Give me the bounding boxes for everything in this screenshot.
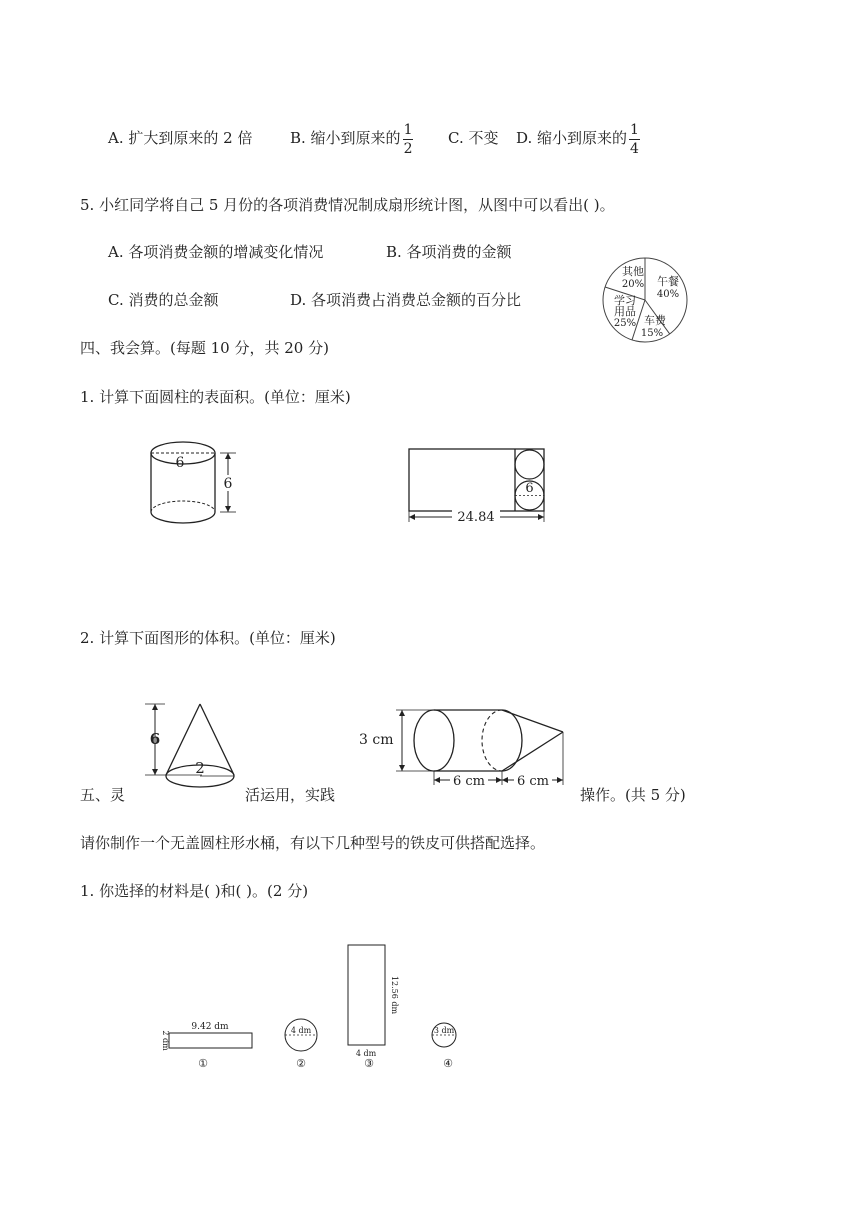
composite-len2-label: 6 cm bbox=[516, 774, 550, 789]
pie-label-study-2: 用品 bbox=[614, 305, 636, 318]
section5-title-part2: 活运用，实践 bbox=[245, 786, 336, 804]
fraction-numerator: 1 bbox=[403, 121, 413, 138]
section4-title: 四、我会算。(每题 10 分，共 20 分) bbox=[80, 339, 329, 357]
arrow-head-left bbox=[502, 777, 508, 783]
material-1-rect bbox=[169, 1033, 252, 1048]
fraction-denominator: 4 bbox=[630, 140, 639, 157]
material-3-width: 4 dm bbox=[355, 1049, 377, 1058]
q5-option-c: C. 消费的总金额 bbox=[108, 291, 219, 309]
cone-figure bbox=[140, 695, 250, 795]
material-2-diameter: 4 dm bbox=[290, 1026, 312, 1035]
arrow-head-right bbox=[538, 514, 544, 520]
material-2-label: ② bbox=[296, 1057, 306, 1070]
q5-option-b: B. 各项消费的金额 bbox=[386, 243, 512, 261]
q4-option-c: C. 不变 bbox=[448, 129, 499, 147]
q4-option-d-fraction bbox=[629, 121, 640, 158]
q4-option-d bbox=[516, 118, 642, 158]
cylinder-bottom-back bbox=[151, 501, 215, 512]
pie-label-lunch: 午餐 bbox=[657, 275, 679, 288]
section5-title-part3: 操作。(共 5 分) bbox=[580, 786, 686, 804]
net-diameter-label: 6 bbox=[525, 481, 534, 496]
q5-stem: 5. 小红同学将自己 5 月份的各项消费情况制成扇形统计图，从图中可以看出( )。 bbox=[80, 196, 615, 214]
section5-intro: 请你制作一个无盖圆柱形水桶，有以下几种型号的铁皮可供搭配选择。 bbox=[80, 834, 546, 852]
material-3-rect bbox=[348, 945, 385, 1045]
q5-option-d: D. 各项消费占消费总金额的百分比 bbox=[290, 291, 522, 309]
composite-left-ellipse bbox=[414, 710, 454, 771]
q4-option-b-fraction bbox=[403, 121, 414, 158]
cone-height-label: 6 bbox=[149, 730, 161, 748]
cylinder-figure bbox=[140, 435, 250, 530]
net-length-label: 24.84 bbox=[457, 510, 495, 525]
material-3-height: 12.56 dm bbox=[390, 975, 399, 1015]
q5-option-a: A. 各项消费金额的增减变化情况 bbox=[108, 243, 324, 261]
material-1-width: 9.42 dm bbox=[191, 1022, 229, 1032]
cylinder-height-label: 6 bbox=[223, 476, 233, 492]
arrow-head-up bbox=[225, 453, 231, 459]
pie-value-lunch: 40% bbox=[656, 289, 680, 300]
material-3-label: ③ bbox=[364, 1057, 374, 1070]
material-1-height: 2 dm bbox=[161, 1030, 170, 1051]
arrow-head-up bbox=[152, 704, 158, 710]
material-4-label: ④ bbox=[443, 1057, 453, 1070]
arrow-head-right bbox=[496, 777, 502, 783]
pie-value-fare: 15% bbox=[640, 328, 664, 339]
materials-figure bbox=[150, 940, 480, 1075]
pie-label-study-1: 学习 bbox=[614, 294, 636, 307]
composite-diameter-label: 3 cm bbox=[359, 732, 394, 748]
cylinder-diameter-label: 6 bbox=[175, 455, 185, 471]
arrow-head-up bbox=[399, 710, 405, 716]
composite-len1-label: 6 cm bbox=[452, 774, 486, 789]
composite-cone-bottom bbox=[502, 732, 563, 771]
fraction-denominator: 2 bbox=[403, 140, 413, 157]
fraction-numerator: 1 bbox=[630, 121, 639, 138]
q4-option-d-text: D. 缩小到原来的 bbox=[516, 129, 628, 147]
composite-cone-top bbox=[502, 710, 563, 732]
arrow-head-down bbox=[225, 506, 231, 512]
section5-q1: 1. 你选择的材料是( )和( )。(2 分) bbox=[80, 882, 309, 900]
cone-radius-label: 2 bbox=[195, 759, 205, 777]
arrow-head-left bbox=[409, 514, 415, 520]
material-1-label: ① bbox=[198, 1057, 208, 1070]
section5-title-part1: 五、灵 bbox=[80, 786, 126, 804]
arrow-head-left bbox=[434, 777, 440, 783]
pie-value-study: 25% bbox=[613, 318, 637, 329]
cylinder-bottom-front bbox=[151, 512, 215, 523]
pie-label-fare: 车费 bbox=[644, 314, 666, 327]
net-rectangle bbox=[409, 449, 544, 511]
arrow-head-right bbox=[557, 777, 563, 783]
pie-value-other: 20% bbox=[621, 279, 645, 290]
section4-q1: 1. 计算下面圆柱的表面积。(单位：厘米) bbox=[80, 388, 351, 406]
net-circle-top bbox=[515, 450, 544, 479]
q4-option-b-text: B. 缩小到原来的 bbox=[290, 129, 401, 147]
arrow-head-down bbox=[152, 769, 158, 775]
q4-option-b bbox=[290, 118, 415, 158]
arrow-head-down bbox=[399, 765, 405, 771]
composite-figure bbox=[355, 700, 580, 792]
material-4-diameter: 3 dm bbox=[433, 1026, 455, 1035]
cone-right-edge bbox=[200, 704, 234, 775]
pie-label-other: 其他 bbox=[622, 265, 644, 278]
cylinder-net-figure bbox=[400, 440, 560, 530]
consumption-pie-chart bbox=[600, 255, 690, 345]
section4-q2: 2. 计算下面图形的体积。(单位：厘米) bbox=[80, 629, 336, 647]
composite-right-arc bbox=[502, 710, 522, 771]
q4-option-a: A. 扩大到原来的 2 倍 bbox=[108, 129, 253, 147]
composite-hidden-arc bbox=[482, 710, 502, 771]
